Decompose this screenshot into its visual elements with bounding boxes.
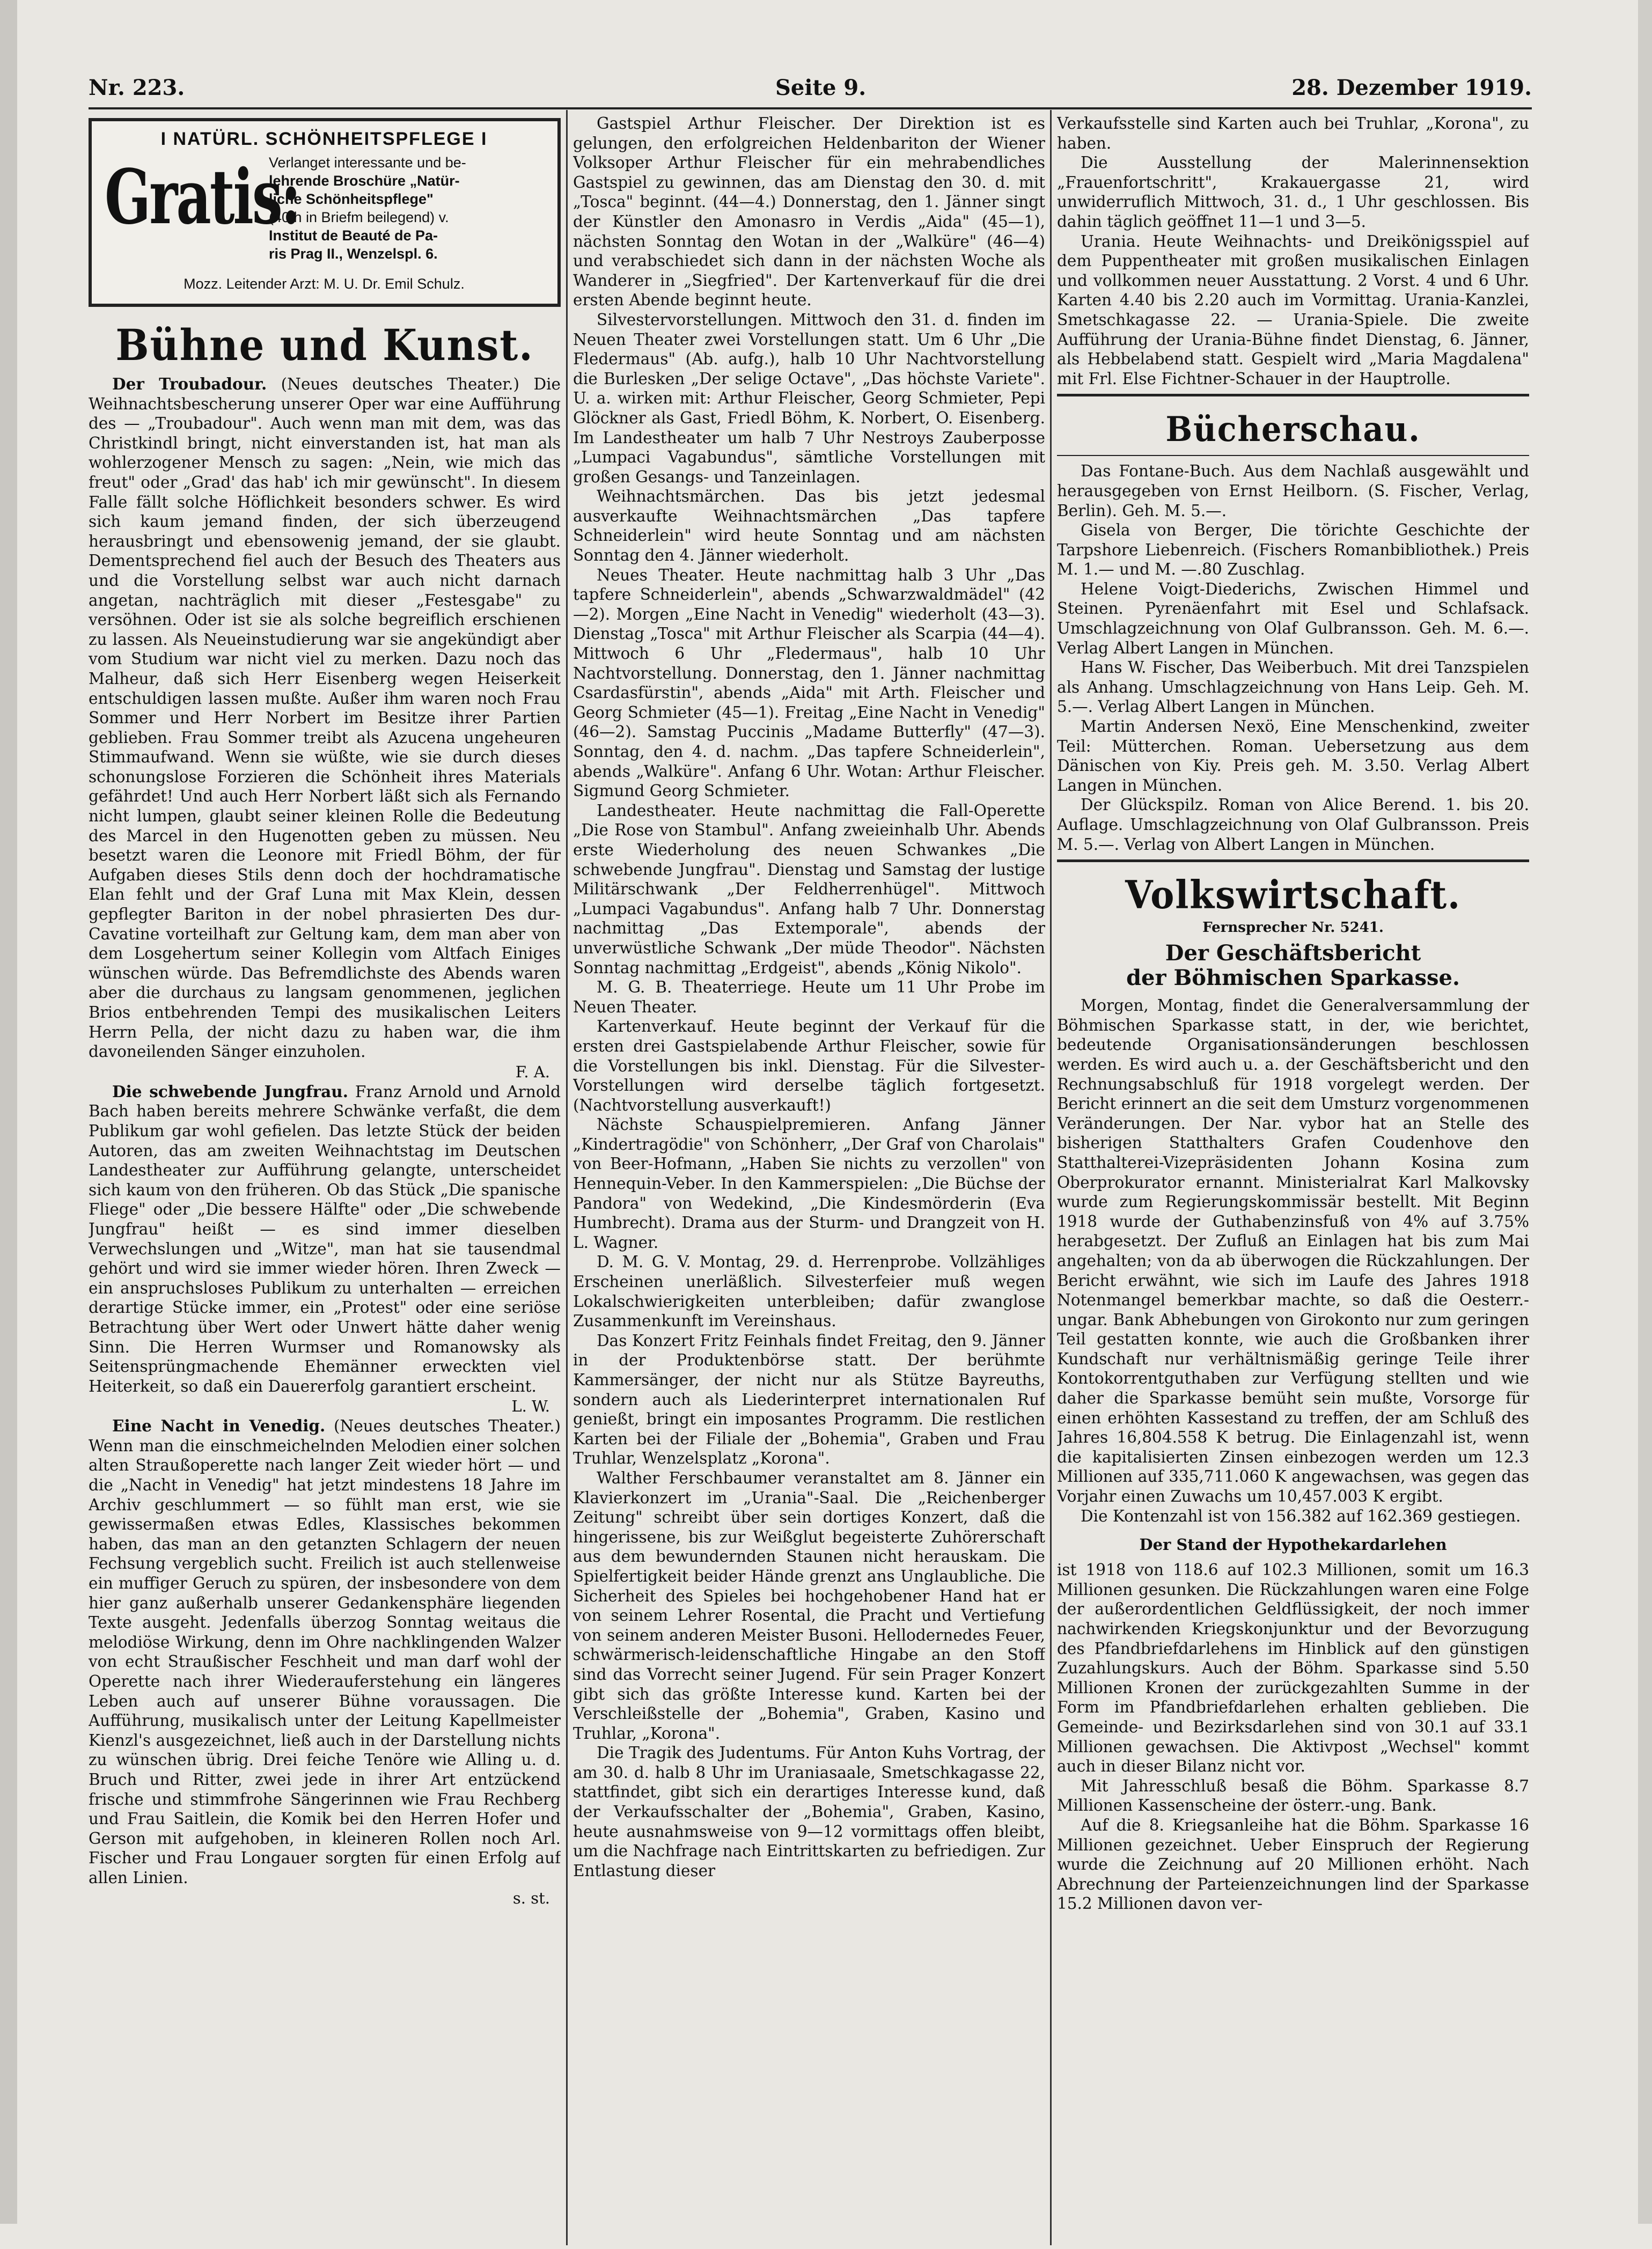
article-paragraph: Auf die 8. Kriegsanleihe hat die Böhm. Sparkasse 16 Millionen gezeichnet. Ueber Einspruch der Regierung wurde die Zeichnung auf 20 Millionen erhöht. Nach Abrechnung der Parteienzeichnungen lind der Sparkasse 15.2 Millionen davon ver- — [1057, 1816, 1529, 1913]
article-lead: Eine Nacht in Venedig. — [112, 1416, 326, 1436]
notice-continuation: Verkaufsstelle sind Karten auch bei Truhlar, „Korona", zu haben. — [1057, 114, 1529, 152]
section-rule — [1057, 455, 1529, 456]
section-rule — [1057, 859, 1529, 862]
notice-landestheater: Landestheater. Heute nachmittag die Fall-Operette „Die Rose von Stambul". Anfang zweieinhalb Uhr. Abends erste Wiederholung des neuen Schwankes „Die schwebende Jungfrau". Dienstag und Samstag der lustige Militärschwank „Der Feldherrenhügel". Mittwoch „Lumpaci Vagabundus". Anfang halb 7 Uhr. Donnerstag nachmittag „Das Extemporale", abends der unverwüstliche Schwank „Der müde Theodor". Nächsten Sonntag nachmittag „Erdgeist", abends „König Nikolo". — [573, 801, 1045, 977]
section-title-buehne: Bühne und Kunst. — [115, 320, 534, 370]
article-paragraph: Die Kontenzahl ist von 156.382 auf 162.369 gestiegen. — [1081, 1506, 1521, 1525]
page-number: Seite 9. — [775, 75, 867, 100]
section-title-buecherschau: Bücherschau. — [1165, 409, 1421, 450]
article-paragraph: Morgen, Montag, findet die Generalversammlung der Böhmischen Sparkasse statt, in der, wie berichtet, bedeutende Organisationsänderungen beschlossen werden. Es wird auch u. a. der Geschäftsbericht und den Rechnungsabschluß für 1918 vorgelegt werden. Der Bericht erinnert an die seit dem Umsturz vorgenommenen Veränderungen. Der Nar. vybor hat an Stelle des bisherigen Statthalters Grafen Coudenhove den Statthalterei-Vizepräsidenten Johann Kosina zum Oberprokurator ernannt. Ministerialrat Karl Malkovsky wurde zum Regierungskommissär bestellt. Mit Beginn 1918 wurde der Guthabenzinsfuß von 4% auf 3.75% herabgesetzt. Der Zufluß an Einlagen hat bis zum Mai angehalten; von da ab überwogen die Rückzahlungen. Der Bericht erwähnt, wie sich im Laufe des Jahres 1918 Notenmangel bemerkbar machte, so daß die Oesterr.-ungar. Bank Abhebungen von Girokonto nur zum geringen Teil gestatten konnte, wie auch die Großbanken ihrer Kundschaft nur verhältnismäßig geringe Teile ihrer Kontokorrentguthaben zur Verfügung stellten und wie daher die Sparkasse bemüht sein mußte, Vorsorge für einen erhöhten Kassestand zu treffen, der am Schluß des Jahres 16,804.558 K betrug. Die Einlagenzahl ist, wenn die kapitalisierten Zinsen einbezogen werden um 12.3 Millionen auf 335,711.060 K angewachsen, was gegen das Vorjahr einen Zuwachs um 10,457.003 K ergibt. — [1057, 996, 1529, 1506]
section-rule — [1057, 394, 1529, 396]
column-1 — [89, 114, 561, 2249]
article-paragraph: ist 1918 von 118.6 auf 102.3 Millionen, somit um 16.3 Millionen gesunken. Die Rückzahlungen waren eine Folge der außerordentlichen Geldflüssigkeit, der noch immer nachwirkenden Kriegskonjunktur und der Bevorzugung des Pfandbriefdarlehens im Hinblick auf den günstigen Zuzahlungskurs. Auch der Böhm. Sparkasse sind 5.50 Millionen Kronen der zurückgezahlten Summe in der Form im Pfandbriefdarlehen erhalten geblieben. Die Gemeinde- und Bezirksdarlehen sind von 30.1 auf 33.1 Millionen gewachsen. Die Aktivpost „Wechsel" kommt auch in dieser Bilanz nicht vor. — [1057, 1561, 1529, 1776]
article-title-line: der Böhmischen Sparkasse. — [1126, 965, 1460, 991]
ad-gratis-word: Gratis: — [105, 153, 300, 241]
section-title-volkswirtschaft: Volkswirtschaft. — [1125, 872, 1461, 918]
fernsprecher-line: Fernsprecher Nr. 5241. — [1202, 920, 1384, 936]
book-entry: Martin Andersen Nexö, Eine Menschenkind, zweiter Teil: Mütterchen. Roman. Uebersetzung aus dem Dänischen von Kiy. Preis geh. M. 3.50. Verlag Albert Langen in München. — [1057, 717, 1529, 795]
notice-konzert: Das Konzert Fritz Feinhals findet Freitag, den 9. Jänner in der Produktenbörse statt. Der berühmte Kammersänger, der nicht nur als Stütze Bayreuths, sondern auch als Liederinterpret internationalen Ruf genießt, bringt ein imposantes Programm. Die restlichen Karten bei der Filiale der „Bohemia", Graben und Frau Truhlar, Wenzelsplatz „Korona". — [573, 1331, 1045, 1468]
issue-date: 28. Dezember 1919. — [1291, 75, 1532, 100]
column-3 — [1057, 114, 1529, 2249]
article-title — [1057, 941, 1529, 990]
notice-kartenverkauf: Kartenverkauf. Heute beginnt der Verkauf für die ersten drei Gastspielabende Arthur Fleischer, sowie für die Vorstellungen bis inkl. Dienstag. Für die Silvester-Vorstellungen wird derselbe täglich fortgesetzt. (Nachtvorstellung ausverkauft!) — [573, 1017, 1045, 1114]
ad-line: liche Schönheitspflege" — [269, 191, 434, 207]
notice-neues-theater: Neues Theater. Heute nachmittag halb 3 Uhr „Das tapfere Schneiderlein", abends „Schwarzwaldmädel" (42—2). Morgen „Eine Nacht in Venedig" wiederholt (43—3). Dienstag „Tosca" mit Arthur Fleischer als Scarpia (44—4). Mittwoch 6 Uhr „Fledermaus", halb 10 Uhr Nachtvorstellung. Donnerstag, den 1. Jänner nachmittag Csardasfürstin", abends „Aida" mit Arth. Fleischer und Georg Schmieter (45—1). Freitag „Eine Nacht in Venedig" (46—2). Samstag Puccinis „Madame Butterfly" (47—3). Sonntag, den 4. d. nachm. „Das tapfere Schneiderlein", abends „Walküre". Anfang 6 Uhr. Wotan: Arthur Fleischer. Sigmund Georg Schmieter. — [573, 565, 1045, 800]
ad-headline: I NATÜRL. SCHÖNHEITSPFLEGE I — [160, 129, 488, 149]
article-lead: Der Troubadour. — [112, 374, 267, 393]
ad-line: Institut de Beauté de Pa- — [269, 227, 438, 244]
article-signature: L. W. — [511, 1397, 550, 1416]
notice-maerchen: Weihnachtsmärchen. Das bis jetzt jedesmal ausverkaufte Weihnachtsmärchen „Das tapfere Schneiderlein" wird heute Sonntag und am nächsten Sonntag den 4. Jänner wiederholt. — [573, 487, 1045, 565]
notice-gastspiel: Gastspiel Arthur Fleischer. Der Direktion ist es gelungen, den erfolgreichen Heldenbariton der Wiener Volksoper Arthur Fleischer für ein mehrabendliches Gastspiel zu gewinnen, das am Dienstag den 30. d. mit „Tosca" beginnt. (44—4.) Donnerstag, den 1. Jänner singt der Künstler den Amonasro in Verdis „Aida" (45—1), nächsten Sonntag den Wotan in der „Walküre" (46—4) und verabschiedet sich dann in der nächsten Woche als Wanderer in „Siegfried". Der Kartenverkauf für die drei ersten Abende beginnt heute. — [573, 114, 1045, 310]
issue-number: Nr. 223. — [89, 75, 185, 100]
ad-line: ris Prag II., Wenzelspl. 6. — [269, 246, 438, 262]
notice-theaterriege: M. G. B. Theaterriege. Heute um 11 Uhr Probe im Neuen Theater. — [573, 978, 1045, 1016]
advertisement-box — [89, 118, 561, 307]
ad-footer: Mozz. Leitender Arzt: M. U. Dr. Emil Schulz. — [183, 276, 465, 292]
article-signature: s. st. — [512, 1888, 550, 1907]
running-head — [89, 75, 1532, 107]
article-jungfrau — [89, 1082, 561, 1397]
notice-silvester: Silvestervorstellungen. Mittwoch den 31. d. finden im Neuen Theater zwei Vorstellungen statt. Um 6 Uhr „Die Fledermaus" (Ab. aufg.), halb 10 Uhr Nachtvorstellung die Burlesken „Der selige Octave", „Das höchste Variete". U. a. wirken mit: Arthur Fleischer, Georg Schmieter, Pepi Glöckner als Gast, Friedl Böhm, K. Norbert, O. Eisenberg. Im Landestheater um halb 7 Uhr Nestroys Zauberposse „Lumpaci Vagabundus", sämtliche Vorstellungen mit großen Gesangs- und Tanzeinlagen. — [573, 310, 1045, 486]
header-rule — [89, 107, 1532, 109]
notice-premieren: Nächste Schauspielpremieren. Anfang Jänner „Kindertragödie" von Schönherr, „Der Graf von Charolais" von Beer-Hofmann, „Haben Sie nichts zu verzollen" von Hennequin-Veber. In den Kammerspielen: „Die Büchse der Pandora" von Wedekind, „Die Kindesmörderin (Eva Humbrecht). Drama aus der Sturm- und Drangzeit von H. L. Wagner. — [573, 1115, 1045, 1252]
ad-line: lehrende Broschüre „Natür- — [269, 173, 460, 189]
book-entry: Gisela von Berger, Die törichte Geschichte der Tarpshore Liebenreich. (Fischers Romanbibliothek.) Preis M. 1.— und M. —.80 Zuschlag. — [1057, 521, 1529, 579]
book-entry: Hans W. Fischer, Das Weiberbuch. Mit drei Tanzspielen als Anhang. Umschlagzeichnung von Hans Leip. Geh. M. 5.—. Verlag Albert Langen in München. — [1057, 658, 1529, 716]
book-entry: Helene Voigt-Diederichs, Zwischen Himmel und Steinen. Pyrenäenfahrt mit Esel und Schlafsack. Umschlagzeichnung von Olaf Gulbransson. Geh. M. 6.—. Verlag Albert Langen in München. — [1057, 579, 1529, 657]
article-text: (Neues deutsches Theater.) Die Weihnachtsbescherung unserer Oper war eine Aufführung des — „Troubadour". Auch wenn man mit dem, was das Christkindl bringt, nicht einverstanden ist, hat man als wohlerzogener Mensch zu sagen: „Nein, wie mich das freut" oder „Grad' das hab' ich mir gewünscht". In diesem Falle fällt solche Höflichkeit besonders schwer. Es wird sich kaum jemand finden, der sich überzeugend herausbringt und ebensowenig jemand, der sie glaubt. Dementsprechend fiel auch der Besuch des Theaters aus und die Vorstellung selbst war auch nicht darnach angetan, nachträglich mit dieser „Festesgabe" zu versöhnen. Oder ist sie als solche begreiflich erschienen zu lassen. Als Neueinstudierung war sie angekündigt aber vom Studium war nicht viel zu merken. Dazu noch das Malheur, daß sich Herr Eisenberg wegen Heiserkeit entschuldigen lassen mußte. Außer ihm waren noch Frau Sommer und Herr Norbert im Besitze ihrer Partien geblieben. Frau Sommer treibt als Azucena ungeheuren Stimmaufwand. Wenn sie wüßte, wie sie durch dieses schonungslose Forzieren die Schönheit ihres Materials gefährdet! Und auch Herr Norbert läßt sich als Fernando nicht lumpen, glaubt seiner kleinen Rolle die Bedeutung des Marcel in den Hugenotten geben zu müssen. Neu besetzt waren die Leonore mit Friedl Böhm, der für Aufgaben dieses Stils denn doch der hochdramatische Elan fehlt und der Graf Luna mit Max Klein, dessen gepflegter Bariton in der nobel phrasierten Des dur-Cavatine vorteilhaft zur Geltung kam, dem man aber von dem Losgehertum seiner Kollegin vom Altfach Einiges wünschen würde. Das Befremdlichste des Abends waren aber die durchaus zu langsam genommenen, jeglichen Brios entbehrenden Tempi des musikalischen Leiters Herrn Pella, der nicht dazu zu haben war, die ihm davoneilenden Sänger einzuholen. — [89, 375, 561, 1061]
article-title-line: Der Geschäftsbericht — [1165, 940, 1421, 966]
scan-edge-right — [1638, 0, 1652, 2224]
article-text: (Neues deutsches Theater.) Wenn man die einschmeichelnden Melodien einer solchen alten Straußoperette nach langer Zeit wieder hört — und die „Nacht in Venedig" hat jetzt mindestens 18 Jahre im Archiv geschlummert — so fühlt man erst, wie sie gewissermaßen etwas Edles, Klassisches bekommen haben, das man an den getanzten Schlagern der neuen Fechsung vergeblich sucht. Freilich ist auch stellenweise ein muffiger Geruch zu spüren, der insbesondere von dem hier ganz außerhalb unserer Gedankensphäre liegenden Texte ausgeht. Jedenfalls überzog Sonntag weitaus die melodiöse Wirkung, denn im Ohre nachklingenden Walzer von echt Straußischer Feschheit und man darf wohl der Operette nach ihrer Wiederauferstehung ein längeres Leben auch auf unserer Bühne voraussagen. Die Aufführung, musikalisch unter der Leitung Kapellmeister Kienzl's ausgezeichnet, ließ auch in der Darstellung nichts zu wünschen übrig. Drei feiche Tenöre wie Alling u. d. Bruch und Ritter, zwei jede in ihrer Art entzückend frische und stimmfrohe Sängerinnen wie Frau Rechberg und Frau Saitlein, die Komik bei den Herren Hofer und Gerson mit aufgehoben, in kleineren Rollen noch Arl. Fischer und Frau Longauer sorgten für einen Erfolg auf allen Linien. — [89, 1417, 561, 1887]
article-venedig — [89, 1416, 561, 1887]
notice-dmgv: D. M. G. V. Montag, 29. d. Herrenprobe. Vollzähliges Erscheinen unerläßlich. Silvesterfeier muß wegen Lokalschwierigkeiten unterbleiben; dafür zwanglose Zusammenkunft im Vereinshaus. — [573, 1253, 1045, 1331]
ad-body — [269, 153, 542, 263]
column-divider — [1050, 110, 1052, 2245]
ad-line: Verlanget interessante und be- — [269, 155, 466, 171]
column-divider — [566, 110, 568, 2245]
article-signature: F. A. — [515, 1062, 550, 1081]
ad-line: (40 h in Briefm beilegend) v. — [269, 209, 449, 225]
article-paragraph: Mit Jahresschluß besaß die Böhm. Sparkasse 8.7 Millionen Kassenscheine der österr.-ung. Bank. — [1057, 1776, 1529, 1815]
article-subheading: Der Stand der Hypothekardarlehen — [1139, 1535, 1447, 1554]
book-entry: Der Glückspilz. Roman von Alice Berend. 1. bis 20. Auflage. Umschlagzeichnung von Olaf Gulbransson. Preis M. 5.—. Verlag von Albert Langen in München. — [1057, 796, 1529, 854]
article-text: Franz Arnold und Arnold Bach haben bereits mehrere Schwänke verfaßt, die dem Publikum gar wohl gefielen. Das letzte Stück der beiden Autoren, das am zweiten Weihnachtstag im Deutschen Landestheater zur Aufführung gelangte, unterscheidet sich kaum von den früheren. Ob das Stück „Die spanische Fliege" oder „Die bessere Hälfte" oder „Die schwebende Jungfrau" heißt — es sind immer dieselben Verwechslungen und „Witze", man hat sie tausendmal gehört und wird sie immer wieder hören. Ihren Zweck — ein anspruchsloses Publikum zu unterhalten — erreichen derartige Stücke immer, ein „Protest" oder eine seriöse Betrachtung über Wert oder Unwert hätte daher wenig Sinn. Die Herren Wurmser und Romanowsky als Seitensprüngmachende Ehemänner erweckten viel Heiterkeit, so daß ein Dauererfolg garantiert erscheint. — [89, 1082, 561, 1395]
column-2 — [573, 114, 1045, 2249]
scan-edge-left — [0, 0, 17, 2224]
notice-tragik: Die Tragik des Judentums. Für Anton Kuhs Vortrag, der am 30. d. halb 8 Uhr im Uraniasaale, Smetschkagasse 22, stattfindet, gibt sich ein derartiges Interesse kund, daß der Verkaufsschalter der „Bohemia", Graben, Kasino, heute ausnahmsweise von 9—12 vormittags offen bleibt, um die Nachfrage nach Eintrittskarten zu befriedigen. Zur Entlastung dieser — [573, 1744, 1045, 1880]
notice-walther: Walther Ferschbaumer veranstaltet am 8. Jänner ein Klavierkonzert im „Urania"-Saal. Die „Reichenberger Zeitung" schreibt über sein dortiges Konzert, daß die hingerissene, bis zur Weißglut begeisterte Zuhörerschaft aus dem bewundernden Staunen nicht herauskam. Die Spielfertigkeit beider Hände grenzt ans Unglaubliche. Die Sicherheit des Spieles bei hochgehobener Hand hat er von seinem Lehrer Rosental, die Pracht und Vertiefung von seinem anderen Meister Busoni. Hellodernedes Feuer, schwärmerisch-leidenschaftliche Hingabe an den Stoff sind das Vorrecht seiner Jugend. Für sein Prager Konzert gibt sich das größte Interesse kund. Karten bei der Verschleißstelle der „Bohemia", Graben, Kasino und Truhlar, „Korona". — [573, 1468, 1045, 1743]
book-entry: Das Fontane-Buch. Aus dem Nachlaß ausgewählt und herausgegeben von Ernst Heilborn. (S. Fischer, Verlag, Berlin). Geh. M. 5.—. — [1057, 462, 1529, 520]
article-lead: Die schwebende Jungfrau. — [112, 1082, 349, 1101]
notice-ausstellung: Die Ausstellung der Malerinnensektion „Frauenfortschritt", Krakauergasse 21, wird unwiderruflich Mittwoch, 31. d., 1 Uhr geschlossen. Bis dahin täglich geöffnet 11—1 und 3—5. — [1057, 153, 1529, 231]
article-troubadour — [89, 374, 561, 1062]
notice-urania: Urania. Heute Weihnachts- und Dreikönigsspiel auf dem Puppentheater mit großen musikalischen Einlagen und vollkommen neuer Ausstattung. 2 Vorst. 4 und 6 Uhr. Karten 4.40 bis 2.20 auch im Vormittag. Urania-Kanzlei, Smetschkagasse 22. — Urania-Spiele. Die zweite Aufführung der Urania-Bühne findet Dienstag, 6. Jänner, als Hebbelabend statt. Gespielt wird „Maria Magdalena" mit Frl. Else Fichtner-Schauer in der Hauptrolle. — [1057, 232, 1529, 388]
